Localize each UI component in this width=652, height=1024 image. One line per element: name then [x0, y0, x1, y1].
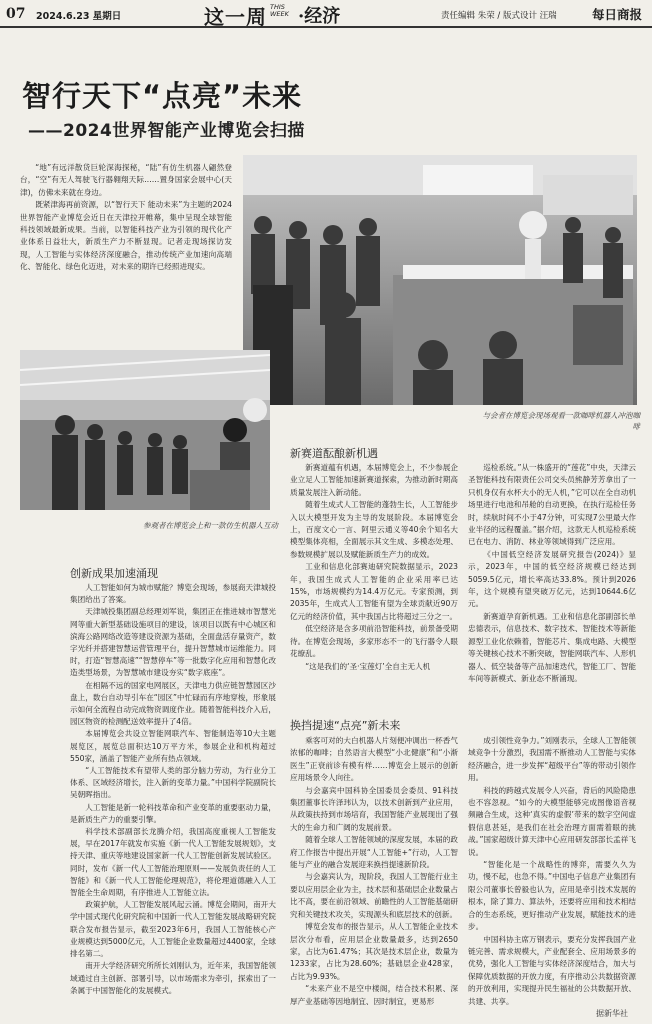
paragraph: 南开大学经济研究所所长刘刚认为，近年来，我国智能领域通过自主创新、部署引导，以市场需求为牵引，探索出了一条属于中国智能化的发展模式。	[70, 961, 276, 995]
section2-column-b	[468, 462, 636, 685]
paragraph: 本届博览会共设立智能网联汽车、智能制造等10大主题展览区，展览总面积达10万平方米，参展企业和机构超过550家，涵盖了智能产业所有热点领域。	[70, 729, 276, 763]
page-number: 07	[6, 6, 26, 22]
section3-column-b	[468, 735, 636, 1008]
paragraph: “人工智能技术有望带人类的部分脑力劳动，为行业分工体系、区域经济增长，注入新的变革力量。”中国科学院副院长吴朝晖指出。	[70, 766, 276, 800]
paragraph: 成引领性竞争力。”刘刚表示，全球人工智能领域竞争十分激烈，我国需不断推动人工智能与实体经济融合，进一步发挥“超级平台”等的带动引领作用。	[468, 736, 636, 783]
main-photo-illustration	[243, 155, 637, 405]
section-heading: 创新成果加速涌现	[70, 567, 158, 580]
article-lead	[20, 162, 232, 274]
issue-date: 2024.6.23 星期日	[36, 11, 122, 22]
section2-column-a	[290, 462, 458, 673]
paragraph: 新赛道蕴有机遇，本届博览会上，不少参展企业立足人工智能加速新赛道探索，为推动新时期高质量发展注入新动能。	[290, 463, 458, 497]
paragraph: “智能化是一个战略性的博弈，需要久久为功，慢不起，也急不得。”中国电子信息产业集团有限公司董事长曾毅也认为，应用是牵引技术发展的根本，除了算力、算法外，还要将应用和技术相结合的生态系统，更好推动产业发展，赋能技术的进步。	[468, 860, 636, 932]
paragraph: 乘客可对的大白机器人片刻便冲调出一杯香气浓郁的咖啡；自然语言大模型“小北健康”和“小渐医生”正衰前诊有模有样……博览会上展示的创新应用场景令人向往。	[290, 736, 458, 783]
column-title-en-text: THIS WEEK	[270, 3, 289, 18]
paragraph: 博览会发布的报告显示，从人工智能企业技术层次分布看，应用层企业数量最多，达到2650家，占比为61.47%；其次是技术层企业，数量为1233家，占比为28.60%；基础层企业428家，占比为9.93%。	[290, 922, 458, 981]
column-title: 这一周	[204, 5, 267, 29]
paragraph: 与会嘉宾中国科协全国委员会委员、91科技集团董事长许泽玮认为，以技术创新到产业应用，从政策扶持到市场培育，我国智能产业展现出了强大的生命力和广阔的发展前景。	[290, 785, 458, 832]
paragraph: “这是我们的‘圣·宝莲灯’全自主无人机	[305, 661, 431, 671]
paragraph: 科技的跨越式发展令人兴奋，背后的风险隐患也不容忽视。“如今的大模型能够完成图像语音视频融合生成，这种‘真实的虚假’带来的数字空间虚假信息甚延，是我们在社会治理方面需着眼的挑战。”国家超级计算天津中心应用研发部部长孟祥飞说。	[468, 785, 636, 857]
section-heading: 新赛道酝酿新机遇	[290, 447, 378, 460]
paragraph: 随着全球人工智能领域的深度发展，本届的政府工作报告中提出开展“人工智能+”行动，人工智能与产业的融合发展迎来换挡提速新阶段。	[290, 835, 458, 870]
article-subtitle: ——2024世界智能产业博览会扫描	[28, 121, 305, 141]
section3-column-a	[290, 735, 458, 1008]
section-heading: 换挡提速“点亮”新未来	[290, 719, 401, 732]
paragraph: 巡检系统。”从一株盛开的“莲花”中央，天津云圣智能科技有限责任公司交头员熊静芳芳拿出了一只机身仅有水杯大小的无人机，”它可以在全自动机场里进行电池和吊舱的自动更换，在执行巡检任务时，续航时间不小于47分钟，可实现7公里最大作业半径的远程覆盖。”据介绍，这款无人机巡检系统已在电力、消防、林业等领域得到广泛应用。	[468, 463, 636, 547]
column-title-en	[270, 4, 294, 18]
paragraph: 人工智能是新一轮科技革命和产业变革的重要驱动力量，是新质生产力的重要引擎。	[70, 802, 276, 824]
paragraph: 在相隔不远的国家电网展区，天津电力供应链智慧园区沙盘上，数台自动导引车在“园区”中忙碌而有序地穿梭，形象展示如何全流程自动完成物资调度作业。随着智能科技介入后，园区物资的检测配送效率提升了4倍。	[70, 680, 276, 727]
left-photo-bionic-robot	[20, 350, 270, 510]
editor-credits: 责任编辑 朱荣 / 版式设计 汪瑞	[441, 11, 557, 21]
paragraph: 中国科协主席万钢表示，要充分发挥我国产业链完善、需求规模大，产业配套全、应用场景多的优势，强化人工智能与实体经济深度结合，加大与保障优质数据的开放力度，有序推动公共数据资源的开放利用，实现提升民生福祉的公共数据开放、共建、共享。	[468, 934, 636, 1006]
article-title: 智行天下“点亮”未来	[22, 79, 303, 113]
paragraph: 新赛道孕育新机遇。工业和信息化部副部长单忠德表示，信息技术、数字技术、智能技术等新能源型工业化依赖着，智能芯片、集成电路、大模型等关键核心技术不断突破，智能网联汽车、人形机器人、低空装备等产品加速迭代，智能工厂、智能车间等新模式、新业态不断涌现。	[468, 611, 636, 683]
paragraph: “未来产业不是空中楼阁，结合技术积累、深厚产业基础等因地制宜、因时制宜，更易形	[290, 984, 458, 1006]
paragraph: 低空经济是含多项前沿智能科技，前景备受期待。在博览会现场，多家形态不一的飞行器令人眼花缭乱。	[290, 624, 458, 659]
lead-paragraph: “地”有远洋散货巨轮深海探秘，“陆”有仿生机器人翩然登台，“空”有无人驾驶飞行器翱翔天际……置身国家会展中心(天津)，仿佛未来就在身边。	[20, 163, 232, 197]
left-photo-illustration	[20, 350, 270, 510]
section-title: ·经济	[298, 6, 341, 27]
paragraph: 随着生成式人工智能的蓬勃生长，人工智能步入以大模型开发为主导的发展阶段。本届博览会上，百度文心一言、阿里云通义等40余个知名大模型集体亮相，全面展示其文生成、多模态处理、参数规模扩展以及赋能新质生产力的成效。	[290, 500, 458, 559]
page-header	[0, 0, 652, 28]
paragraph: 工业和信息化部赛迪研究院数据显示，2023年，我国生成式人工智能的企业采用率已达15%，市场规模约为14.4万亿元。专家预测，到2035年，生成式人工智能有望为全球贡献近90万亿元的经济价值，其中我国占比将超过三分之一。	[290, 562, 458, 621]
paragraph: 《中国低空经济发展研究报告(2024)》显示，2023年，中国的低空经济规模已经达到5059.5亿元，增长率高达33.8%。预计到2026年，这个规模有望突破万亿元，达到10644.6亿元。	[468, 549, 636, 609]
paragraph: 人工智能如何为城市赋能？博览会现场，参展商天津城投集团给出了答案。	[70, 583, 276, 605]
lead-paragraph: 既紧津海再前资源，以“智行天下 能动未来”为主题的2024世界智能产业博览会近日在天津拉开帷幕，集中呈现全球智能科技领域最新成果。当前，以智能科技产业为引领的现代化产业体系日益壮大，新质生产力不断显现。记者走现场探访发现，人工智能与实体经济深度融合，推动传统产业加速向高端化、智能化、绿色化迈进，对未来的期许已经照进现实。	[20, 200, 232, 272]
paragraph: 与会嘉宾认为，现阶段，我国人工智能行业主要以应用层企业为主，技术层和基础层企业数量占比不高，要在前沿领域、前瞻性的人工智能基础研究和关键技术攻关，实现源头和底层技术的创新。	[290, 872, 458, 919]
section1-column	[70, 582, 276, 997]
paragraph: 科学技术部副部长龙腾介绍，我国高度重视人工智能发展，早在2017年就发布实施《新一代人工智能发展规划》，支持天津、重庆等地建设国家新一代人工智能创新发展试验区。同时，发布《新一代人工智能治理原则——发展负责任的人工智能》和《新一代人工智能伦理规范》，将伦理道德融入人工智能全生命周期，有序推进人工智能立法。	[70, 827, 276, 898]
left-photo-caption: 参观者在博览会上和一款仿生机器人互动	[143, 521, 278, 530]
source-credit: 据新华社	[596, 1009, 628, 1018]
main-photo-coffee-robot	[243, 155, 637, 405]
paragraph: 天津城投集团副总经理刘军说，集团正在推进城市智慧光网等重大新型基础设施项目的建设，该项目以既有中心城区和滨海公路网络改造等建设资源为基础，全面盘活存量资产，数字光纤并搭建智慧运营管理平台，提升智慧城市运维能力。同时，打造“智慧高速”“智慧停车”等一批数字化应用和智慧化改造类型场景，为智慧城市建设夯实“数字底座”。	[70, 607, 276, 678]
newspaper-name: 每日商报	[592, 7, 643, 22]
paragraph: 政策护航，人工智能发展风起云涌。博览会期间，南开大学中国式现代化研究院和中国新一代人工智能发展战略研究院联合发布报告显示，截至2023年6月，我国人工智能核心产业规模达到5000亿元，人工智能企业数量超过4400家，全球排名第二。	[70, 900, 276, 959]
main-photo-caption: 与会者在博览会现场观看一款咖啡机器人冲泡咖啡	[482, 411, 640, 431]
